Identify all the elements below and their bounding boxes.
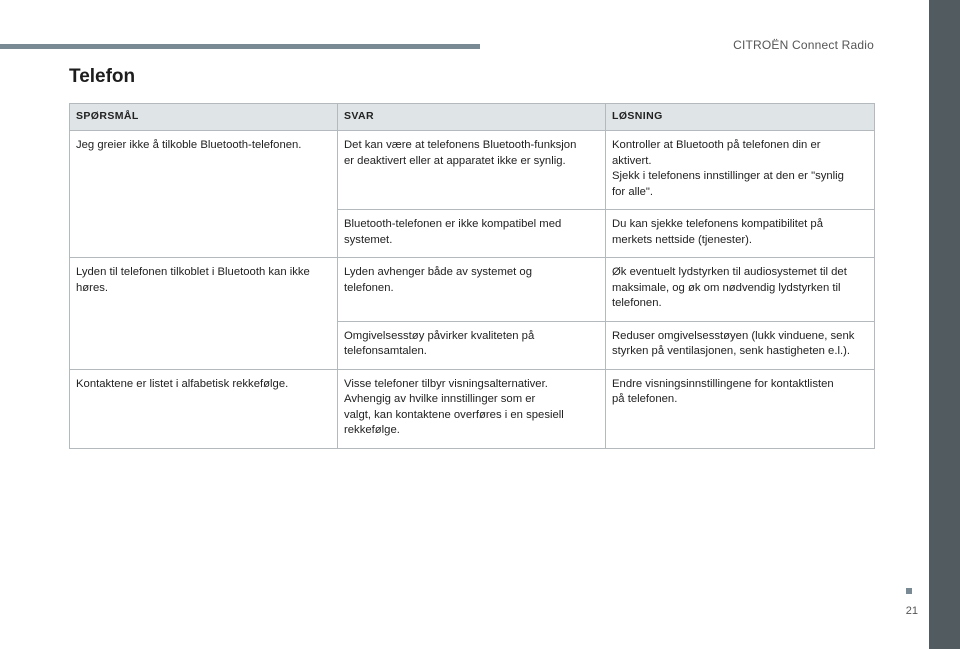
solution-line: Sjekk i telefonens innstillinger at den er "synlig — [612, 170, 844, 182]
answer-line: er deaktivert eller at apparatet ikke er synlig. — [344, 154, 566, 167]
solution-cell — [606, 321, 875, 369]
answer-line: telefonen. — [344, 281, 394, 294]
table-row — [70, 258, 875, 322]
answer-line: valgt, kan kontaktene overføres i en spesiell — [344, 408, 564, 421]
page-title: Telefon — [69, 66, 136, 87]
answer-line: Det kan være at telefonens Bluetooth-funksjon — [344, 139, 577, 151]
answer-cell — [338, 210, 606, 258]
solution-line: merkets nettside (tjenester). — [612, 233, 753, 246]
solution-line: telefonen. — [612, 297, 662, 309]
answer-line: Lyden avhenger både av systemet og — [344, 266, 532, 278]
solution-cell — [606, 210, 875, 258]
answer-line: Omgivelsesstøy påvirker kvaliteten på — [344, 329, 535, 342]
answer-line: systemet. — [344, 233, 393, 246]
table-header-row — [70, 104, 875, 131]
solution-line: for alle". — [612, 185, 654, 198]
question-cell — [70, 258, 338, 370]
question-text: Jeg greier ikke å tilkoble Bluetooth-telefonen. — [76, 139, 302, 151]
question-cell — [70, 131, 338, 258]
solution-line: aktivert. — [612, 154, 652, 167]
question-text: Kontaktene er listet i alfabetisk rekkefølge. — [76, 377, 289, 390]
table-row — [70, 369, 875, 448]
table-row — [70, 131, 875, 210]
header-solution: LØSNING — [606, 104, 875, 131]
answer-cell — [338, 369, 606, 448]
solution-line: Øk eventuelt lydstyrken til audiosystemet til det — [612, 266, 847, 278]
side-band — [929, 0, 960, 649]
answer-cell — [338, 258, 606, 322]
solution-line: Du kan sjekke telefonens kompatibilitet på — [612, 218, 823, 230]
answer-line: Avhengig av hvilke innstillinger som er — [344, 393, 536, 405]
solution-cell — [606, 369, 875, 448]
header-answer: SVAR — [338, 104, 606, 131]
answer-line: telefonsamtalen. — [344, 345, 427, 357]
solution-line: Reduser omgivelsesstøyen (lukk vinduene, senk — [612, 329, 855, 342]
answer-cell — [338, 321, 606, 369]
solution-cell — [606, 258, 875, 322]
solution-line: styrken på ventilasjonen, senk hastigheten e.l.). — [612, 345, 851, 357]
faq-table — [69, 103, 875, 449]
answer-cell — [338, 131, 606, 210]
answer-line: rekkefølge. — [344, 424, 400, 436]
page-marker — [906, 588, 912, 594]
solution-line: Endre visningsinnstillingene for kontaktlisten — [612, 377, 834, 390]
answer-line: Visse telefoner tilbyr visningsalternativer. — [344, 377, 548, 390]
question-text: Lyden til telefonen tilkoblet i Bluetooth kan ikke høres. — [76, 266, 310, 294]
answer-line: Bluetooth-telefonen er ikke kompatibel med — [344, 218, 562, 230]
solution-line: maksimale, og øk om nødvendig lydstyrken til — [612, 281, 841, 294]
brand-label: CITROËN Connect Radio — [733, 38, 874, 52]
solution-line: Kontroller at Bluetooth på telefonen din er — [612, 139, 821, 151]
question-cell — [70, 369, 338, 448]
solution-cell — [606, 131, 875, 210]
page-number: 21 — [905, 605, 918, 617]
solution-line: på telefonen. — [612, 393, 678, 405]
header-question: SPØRSMÅL — [70, 104, 338, 131]
top-rule — [0, 44, 480, 49]
